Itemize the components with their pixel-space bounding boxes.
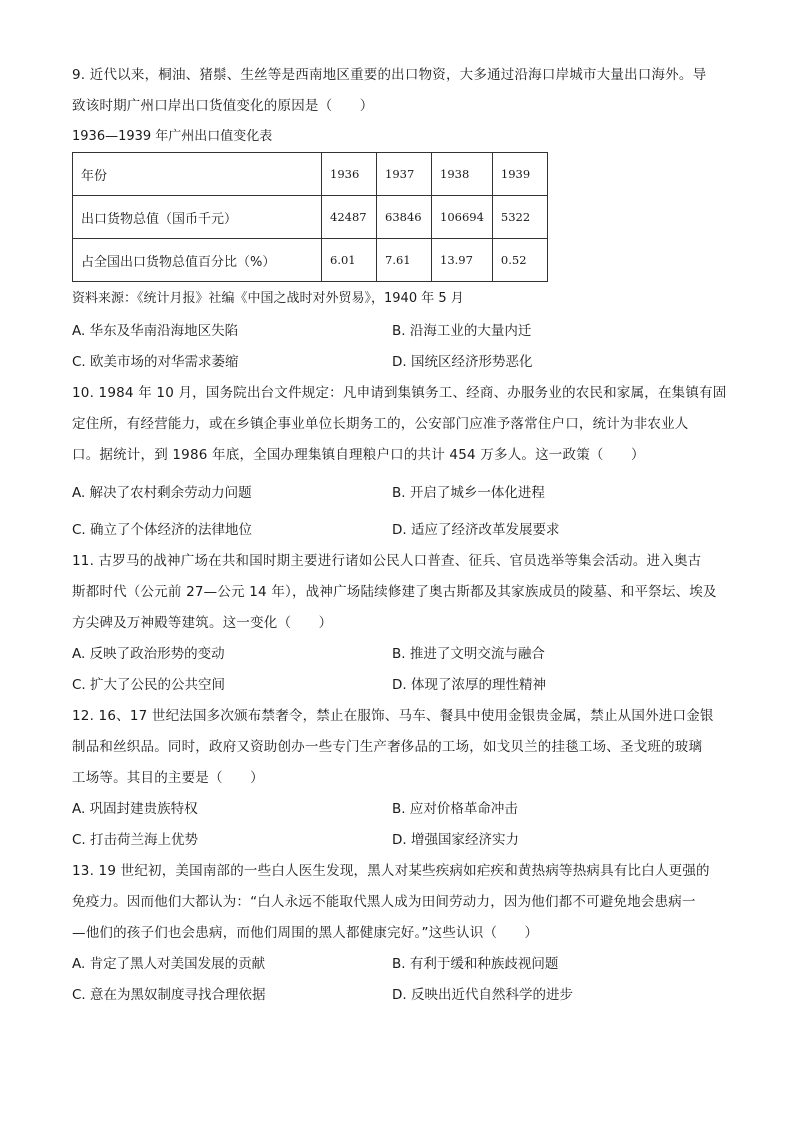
option-b[interactable]: B. 开启了城乡一体化进程 <box>392 485 545 501</box>
question-13-stem-line-1: 13. 19 世纪初，美国南部的一些白人医生发现，黑人对某些疾病如疟疾和黄热病等热病具有比白人更强的 <box>72 863 710 879</box>
question-10-stem-line-3: 口。据统计，到 1986 年底，全国办理集镇自理粮户口的共计 454 万多人。这一政策（ ） <box>72 447 645 463</box>
table-header-cell: 1939 <box>492 153 547 196</box>
question-10 <box>72 378 732 546</box>
question-11-stem-line-3: 方尖碑及万神殿等建筑。这一变化（ ） <box>72 615 333 631</box>
table-caption: 1936—1939 年广州出口值变化表 <box>72 129 273 144</box>
table-cell: 5322 <box>492 196 547 239</box>
option-b[interactable]: B. 有利于缓和种族歧视问题 <box>392 956 559 972</box>
table-header-cell: 1938 <box>432 153 493 196</box>
option-c[interactable]: C. 确立了个体经济的法律地位 <box>72 522 253 538</box>
question-12-stem-line-3: 工场等。其目的主要是（ ） <box>72 770 264 786</box>
table-cell: 63846 <box>377 196 432 239</box>
option-b[interactable]: B. 推进了文明交流与融合 <box>392 646 545 662</box>
option-d[interactable]: D. 适应了经济改革发展要求 <box>392 522 560 538</box>
option-a[interactable]: A. 反映了政治形势的变动 <box>72 646 225 662</box>
table-header-cell: 年份 <box>73 153 322 196</box>
option-c[interactable]: C. 扩大了公民的公共空间 <box>72 677 226 693</box>
table-cell: 出口货物总值（国币千元） <box>73 196 322 239</box>
table-cell: 42487 <box>322 196 377 239</box>
question-10-options <box>72 471 732 546</box>
table-cell: 106694 <box>432 196 493 239</box>
option-c[interactable]: C. 打击荷兰海上优势 <box>72 832 199 848</box>
table-row <box>73 239 548 282</box>
table-cell: 占全国出口货物总值百分比（%） <box>73 239 322 282</box>
exam-page <box>72 60 732 1011</box>
option-a[interactable]: A. 解决了农村剩余劳动力问题 <box>72 485 252 501</box>
option-d[interactable]: D. 体现了浓厚的理性精神 <box>392 677 546 693</box>
option-b[interactable]: B. 应对价格革命冲击 <box>392 801 518 817</box>
option-d[interactable]: D. 反映出近代自然科学的进步 <box>392 987 573 1003</box>
table-row <box>73 196 548 239</box>
question-12-options <box>72 794 732 856</box>
table-cell: 7.61 <box>377 239 432 282</box>
question-10-stem-line-1: 10. 1984 年 10 月，国务院出台文件规定：凡申请到集镇务工、经商、办服务业的农民和家属，在集镇有固 <box>72 385 727 401</box>
option-a[interactable]: A. 华东及华南沿海地区失陷 <box>72 323 239 339</box>
question-12 <box>72 701 732 856</box>
question-9-stem-line-1: 9. 近代以来，桐油、猪鬃、生丝等是西南地区重要的出口物资，大多通过沿海口岸城市大量出口海外。导 <box>72 67 707 83</box>
table-cell: 6.01 <box>322 239 377 282</box>
question-13-stem-line-3: —他们的孩子们也会患病，而他们周围的黑人都健康完好。”这些认识（ ） <box>72 925 539 941</box>
question-13 <box>72 856 732 1011</box>
table-header-cell: 1936 <box>322 153 377 196</box>
table-cell: 0.52 <box>492 239 547 282</box>
table-row <box>73 153 548 196</box>
option-a[interactable]: A. 巩固封建贵族特权 <box>72 801 198 817</box>
question-13-stem-line-2: 免疫力。因而他们大都认为：“白人永远不能取代黑人成为田间劳动力，因为他们都不可避免地会患病一 <box>72 894 696 910</box>
table-cell: 13.97 <box>432 239 493 282</box>
question-9 <box>72 60 732 378</box>
question-13-options <box>72 949 732 1011</box>
option-c[interactable]: C. 欧美市场的对华需求萎缩 <box>72 354 239 370</box>
question-11-options <box>72 639 732 701</box>
question-12-stem-line-2: 制品和丝织品。同时，政府又资助创办一些专门生产奢侈品的工场，如戈贝兰的挂毯工场、圣戈班的玻璃 <box>72 739 703 755</box>
option-b[interactable]: B. 沿海工业的大量内迁 <box>392 323 532 339</box>
question-11 <box>72 546 732 701</box>
table-source-note: 资料来源：《统计月报》社编《中国之战时对外贸易》，1940 年 5 月 <box>72 291 464 306</box>
table-header-cell: 1937 <box>377 153 432 196</box>
export-value-table <box>72 152 548 282</box>
option-d[interactable]: D. 国统区经济形势恶化 <box>392 354 533 370</box>
question-10-stem-line-2: 定住所，有经营能力，或在乡镇企事业单位长期务工的，公安部门应准予落常住户口，统计为非农业人 <box>72 416 689 432</box>
question-9-stem-line-2: 致该时期广州口岸出口货值变化的原因是（ ） <box>72 98 374 114</box>
question-9-options <box>72 316 732 378</box>
option-c[interactable]: C. 意在为黑奴制度寻找合理依据 <box>72 987 266 1003</box>
question-12-stem-line-1: 12. 16、17 世纪法国多次颁布禁奢令，禁止在服饰、马车、餐具中使用金银贵金属，禁止从国外进口金银 <box>72 708 714 724</box>
option-a[interactable]: A. 肯定了黑人对美国发展的贡献 <box>72 956 266 972</box>
question-11-stem-line-2: 斯都时代（公元前 27—公元 14 年），战神广场陆续修建了奥古斯都及其家族成员的陵墓、和平祭坛、埃及 <box>72 584 717 600</box>
option-d[interactable]: D. 增强国家经济实力 <box>392 832 519 848</box>
question-11-stem-line-1: 11. 古罗马的战神广场在共和国时期主要进行诸如公民人口普查、征兵、官员选举等集会活动。进入奥古 <box>72 553 702 569</box>
